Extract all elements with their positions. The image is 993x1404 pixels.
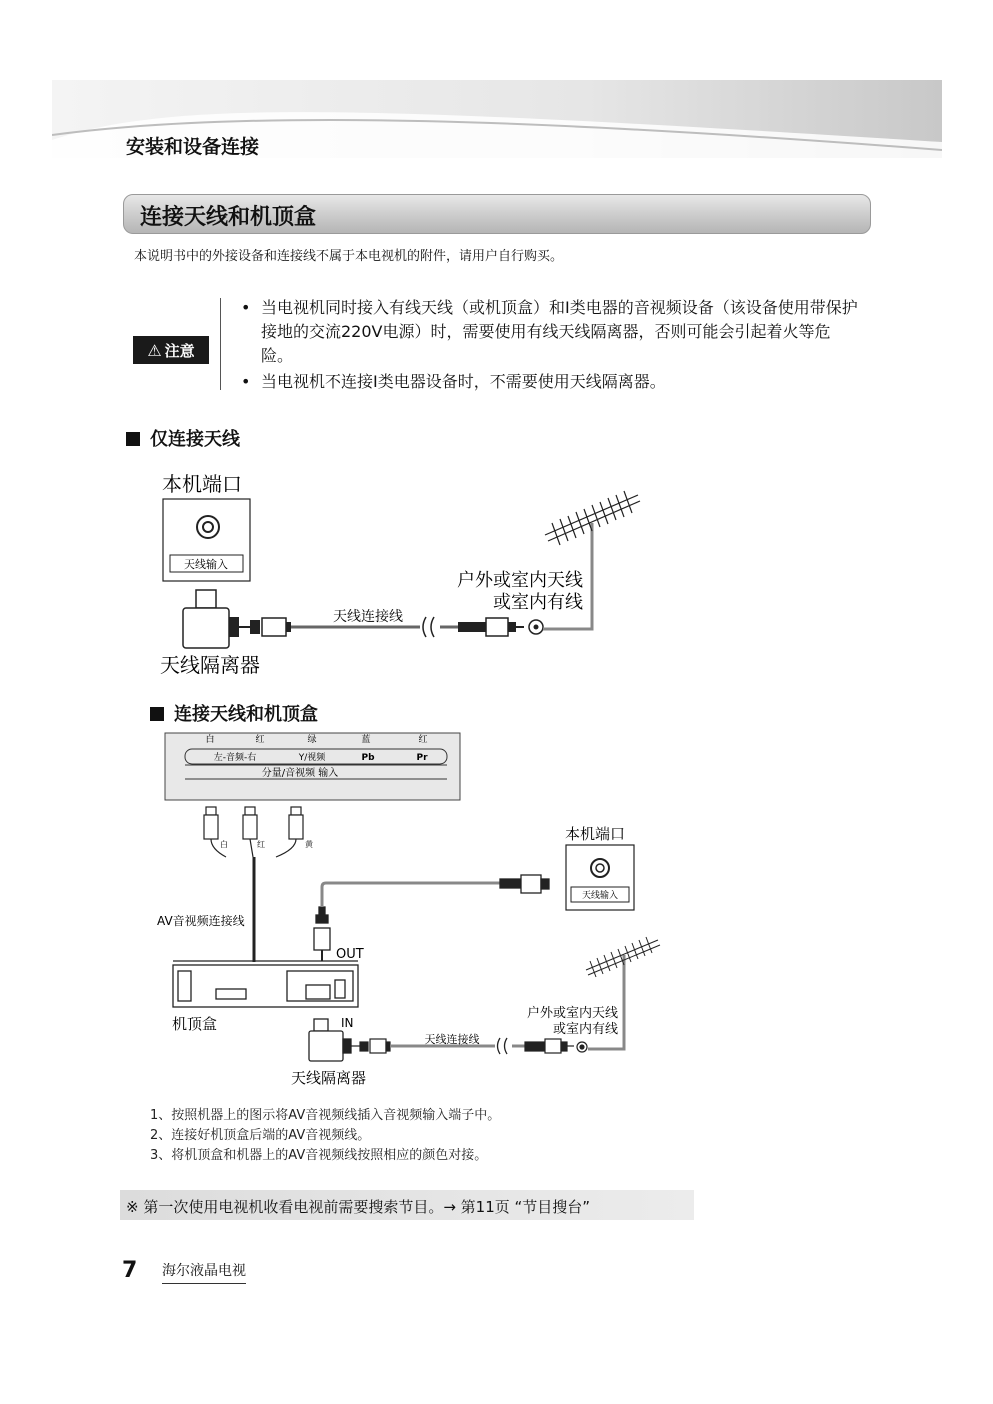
tip-text: ※ 第一次使用电视机收看电视前需要搜索节目。→ 第11页 “节目搜台” bbox=[126, 1198, 591, 1216]
cable-label: 天线连接线 bbox=[424, 1033, 480, 1046]
set-top-box bbox=[173, 961, 358, 1007]
av-cable-label: AV音视频连接线 bbox=[157, 914, 245, 928]
tv-port-label: 本机端口 bbox=[565, 825, 626, 843]
warning-icon: ⚠ bbox=[147, 340, 162, 360]
svg-text:黄: 黄 bbox=[305, 840, 313, 849]
caution-badge bbox=[133, 336, 209, 364]
antenna-label-line1: 户外或室内天线 bbox=[457, 570, 583, 591]
av-input-panel bbox=[165, 733, 460, 800]
cable-break-icon bbox=[498, 1038, 508, 1054]
tv-port-label: 本机端口 bbox=[162, 472, 242, 496]
svg-text:Pb: Pb bbox=[361, 753, 375, 763]
out-plug bbox=[314, 907, 330, 950]
svg-text:绿: 绿 bbox=[307, 735, 317, 745]
panel-caption: 分量/音视频 输入 bbox=[261, 768, 339, 779]
svg-text:Pr: Pr bbox=[416, 753, 428, 763]
svg-text:Y/视频: Y/视频 bbox=[298, 753, 326, 763]
cable-break-icon bbox=[423, 617, 434, 637]
svg-text:白: 白 bbox=[220, 840, 228, 849]
bullet-icon: • bbox=[241, 298, 251, 317]
antenna-isolator bbox=[183, 590, 239, 648]
caution-item: • 当电视机不连接I类电器设备时，不需要使用天线隔离器。 bbox=[261, 370, 861, 394]
footer-brand: 海尔液晶电视 bbox=[162, 1260, 246, 1284]
antenna-input-label: 天线输入 bbox=[184, 558, 228, 571]
caution-divider bbox=[220, 298, 221, 390]
isolator-label: 天线隔离器 bbox=[291, 1069, 367, 1087]
page-number: 7 bbox=[122, 1258, 138, 1283]
step-item: 2、连接好机顶盒后端的AV音视频线。 bbox=[150, 1128, 371, 1143]
svg-text:白: 白 bbox=[205, 735, 215, 745]
audio-label: 左-音频-右 bbox=[213, 753, 257, 763]
antenna-cable-left-plug bbox=[239, 618, 291, 636]
diagram2-heading: 连接天线和机顶盒 bbox=[150, 700, 318, 726]
svg-text:红: 红 bbox=[257, 840, 265, 849]
in-label: IN bbox=[341, 1016, 354, 1030]
antenna-stb-diagram bbox=[150, 725, 670, 1095]
cable-label: 天线连接线 bbox=[333, 609, 403, 625]
antenna-input-label: 天线输入 bbox=[581, 891, 619, 901]
section-title: 连接天线和机顶盒 bbox=[140, 205, 317, 230]
antenna-label-line1: 户外或室内天线 bbox=[526, 1006, 618, 1021]
antenna-label-line2: 或室内有线 bbox=[493, 592, 583, 613]
bullet-icon: • bbox=[241, 372, 251, 391]
stb-label: 机顶盒 bbox=[172, 1015, 218, 1033]
antenna-cable-right-plug bbox=[458, 618, 543, 636]
steps-list bbox=[150, 1106, 500, 1166]
chapter-title: 安装和设备连接 bbox=[126, 136, 260, 158]
svg-text:蓝: 蓝 bbox=[361, 735, 371, 745]
cable-right-plug bbox=[525, 1039, 587, 1053]
svg-text:红: 红 bbox=[418, 735, 428, 745]
tv-port-panel bbox=[163, 499, 250, 581]
isolator-label: 天线隔离器 bbox=[160, 653, 260, 677]
caution-item: • 当电视机同时接入有线天线（或机顶盒）和I类电器的音视频设备（该设备使用带保护接地的交流220V电源）时，需要使用有线天线隔离器，否则可能会引起着火等危险。 bbox=[241, 298, 858, 365]
caution-label: 注意 bbox=[164, 341, 195, 360]
step-item: 3、将机顶盒和机器上的AV音视频线按照相应的颜色对接。 bbox=[150, 1148, 488, 1163]
step-item: 1、按照机器上的图示将AV音视频线插入音视频输入端子中。 bbox=[150, 1108, 501, 1123]
square-bullet-icon bbox=[126, 432, 140, 446]
out-label: OUT bbox=[336, 947, 364, 962]
tv-port-panel bbox=[566, 845, 634, 910]
rca-plugs bbox=[204, 807, 303, 857]
tv-side-plug bbox=[500, 875, 549, 893]
stb-to-tv-cable bbox=[322, 883, 500, 907]
antenna-only-diagram bbox=[150, 465, 670, 685]
antenna-label-line2: 或室内有线 bbox=[552, 1022, 618, 1037]
square-bullet-icon bbox=[150, 707, 164, 721]
intro-text: 本说明书中的外接设备和连接线不属于本电视机的附件，请用户自行购买。 bbox=[134, 249, 564, 264]
svg-text:红: 红 bbox=[255, 735, 265, 745]
diagram1-heading: 仅连接天线 bbox=[126, 425, 240, 451]
cable-left-plug bbox=[351, 1039, 390, 1053]
